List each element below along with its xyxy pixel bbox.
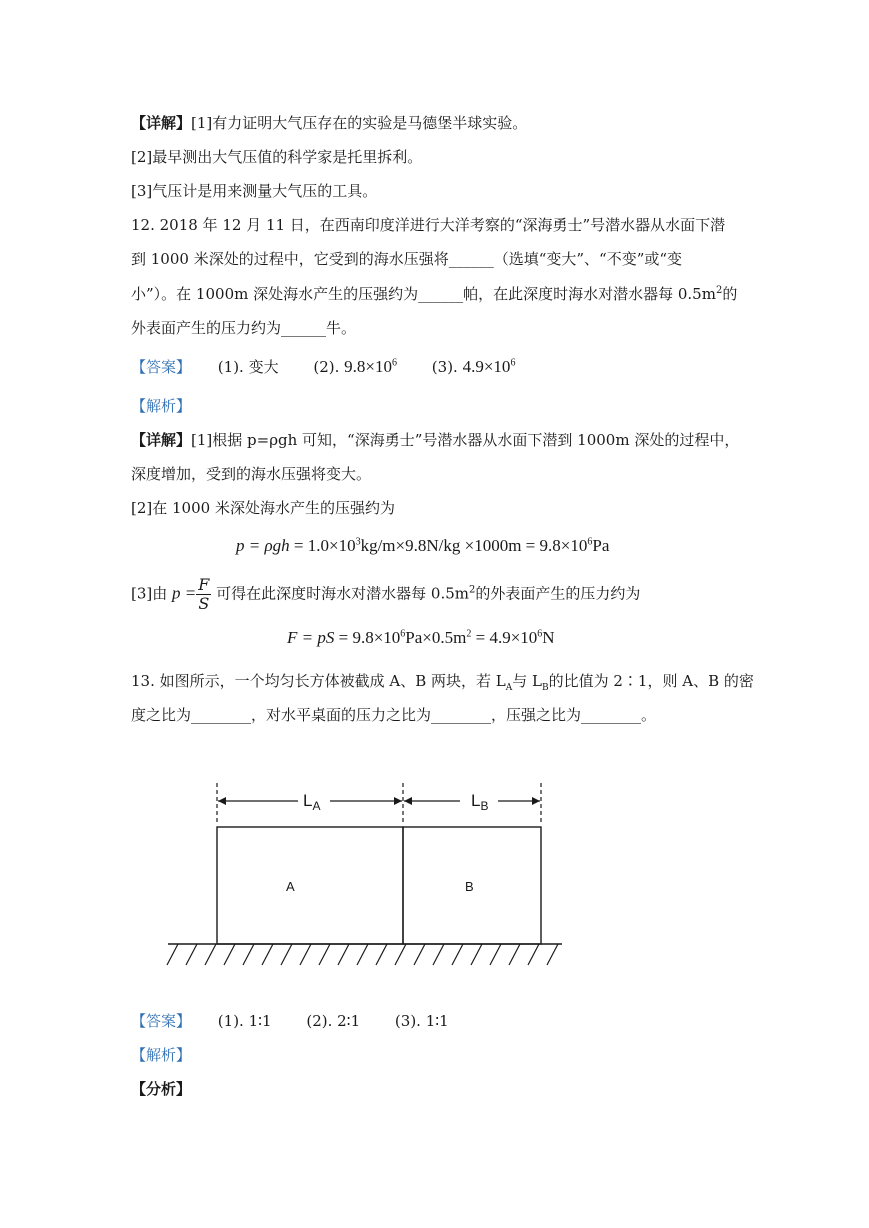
q12-equation-1: $p = \rho gh = 1.0\times 10^3kg/m\times 9.8N/kg \times 1000m = 9.8\times 10^6Pa$: [236, 536, 610, 555]
block-b-label: B: [465, 879, 474, 894]
hatch-stroke: [433, 944, 444, 965]
hatch-stroke: [262, 944, 273, 965]
q12-detail-1a: 【详解】[1]根据 p=ρgh 可知，“深海勇士”号潜水器从水面下潜到 1000m 深处的过程中，: [131, 431, 740, 449]
q12-detail-1b: 深度增加，受到的海水压强将变大。: [131, 465, 372, 483]
q12-answer-1: (1). 变大: [217, 358, 279, 376]
q12-detail-2: [2]在 1000 米深处海水产生的压强约为: [131, 499, 395, 517]
block-a: [217, 827, 403, 944]
q12-stem-line-2: 到 1000 米深处的过程中，它受到的海水压强将______（选填“变大”、“不变”或“变: [131, 250, 683, 268]
q13-fenxi-label: 【分析】: [131, 1080, 192, 1098]
hatch-stroke: [452, 944, 463, 965]
hatch-stroke: [528, 944, 539, 965]
hatch-stroke: [224, 944, 235, 965]
q12-detail-3: [3]由 p = $\frac{F}{S}$ 可得在此深度时海水对潜水器每 $0.5m^2$的外表面产生的压力约为: [131, 575, 641, 613]
hatch-stroke: [414, 944, 425, 965]
q12-analysis-label: 【解析】: [131, 397, 192, 415]
label-lb: $L_B$: [471, 791, 489, 813]
hatch-stroke: [357, 944, 368, 965]
q13-stem-line-1: 13. 如图所示，一个均匀长方体被截成 A、B 两块，若 $L_A$与 $L_B$的比值为 2∶1，则 A、B 的密: [131, 672, 754, 693]
hatch-stroke: [300, 944, 311, 965]
q13-answer-3: (3). 1∶1: [394, 1012, 449, 1030]
arrow-head-left: [218, 797, 226, 805]
q12-equation-2: F = pS = $9.8\times 10^6Pa\times 0.5m^2 = 4.9\times 10^6N$: [287, 628, 555, 647]
block-a-label: A: [286, 879, 295, 894]
q11-detail-3: [3]气压计是用来测量大气压的工具。: [131, 182, 378, 200]
answer-label: 【答案】: [131, 358, 192, 376]
q12-answer: [131, 357, 515, 377]
hatch-stroke: [205, 944, 216, 965]
q12-stem-line-1: 12. 2018 年 12 月 11 日，在西南印度洋进行大洋考察的“深海勇士”号潜水器从水面下潜: [131, 216, 726, 234]
hatch-stroke: [243, 944, 254, 965]
q13-answer: [131, 1011, 449, 1031]
hatch-stroke: [471, 944, 482, 965]
block-diagram: [160, 775, 570, 975]
fraction-f-over-s: $\frac{F}{S}$: [198, 575, 210, 613]
q12-stem-line-3: 小”）。在 1000m 深处海水产生的压强约为______帕，在此深度时海水对潜水器每 $0.5m^2$的: [131, 285, 738, 303]
q13-answer-1: (1). 1∶1: [217, 1012, 272, 1030]
q13-stem-line-2: 度之比为________，对水平桌面的压力之比为________，压强之比为________。: [131, 706, 657, 724]
answer-label: 【答案】: [131, 1012, 192, 1030]
q12-stem-line-4: 外表面产生的压力约为______牛。: [131, 319, 357, 337]
hatch-stroke: [395, 944, 406, 965]
label-la: $L_A$: [303, 791, 321, 813]
q13-analysis-label: 【解析】: [131, 1046, 192, 1064]
hatch-stroke: [186, 944, 197, 965]
detail-label: 【详解】: [131, 114, 192, 132]
q12-answer-2: (2). $9.8\times 10^6$: [313, 357, 398, 376]
ground-hatching: [167, 944, 558, 965]
arrow-head-mid-left: [394, 797, 402, 805]
hatch-stroke: [509, 944, 520, 965]
arrow-head-mid-right: [404, 797, 412, 805]
hatch-stroke: [281, 944, 292, 965]
q11-detail-2: [2]最早测出大气压值的科学家是托里拆利。: [131, 148, 423, 166]
arrow-head-right: [532, 797, 540, 805]
hatch-stroke: [167, 944, 178, 965]
hatch-stroke: [547, 944, 558, 965]
hatch-stroke: [319, 944, 330, 965]
hatch-stroke: [490, 944, 501, 965]
q13-answer-2: (2). 2∶1: [306, 1012, 361, 1030]
q11-detail-1: 【详解】[1]有力证明大气压存在的实验是马德堡半球实验。: [131, 114, 528, 132]
q12-answer-3: (3). $4.9\times 10^6$: [431, 357, 516, 376]
hatch-stroke: [376, 944, 387, 965]
hatch-stroke: [338, 944, 349, 965]
